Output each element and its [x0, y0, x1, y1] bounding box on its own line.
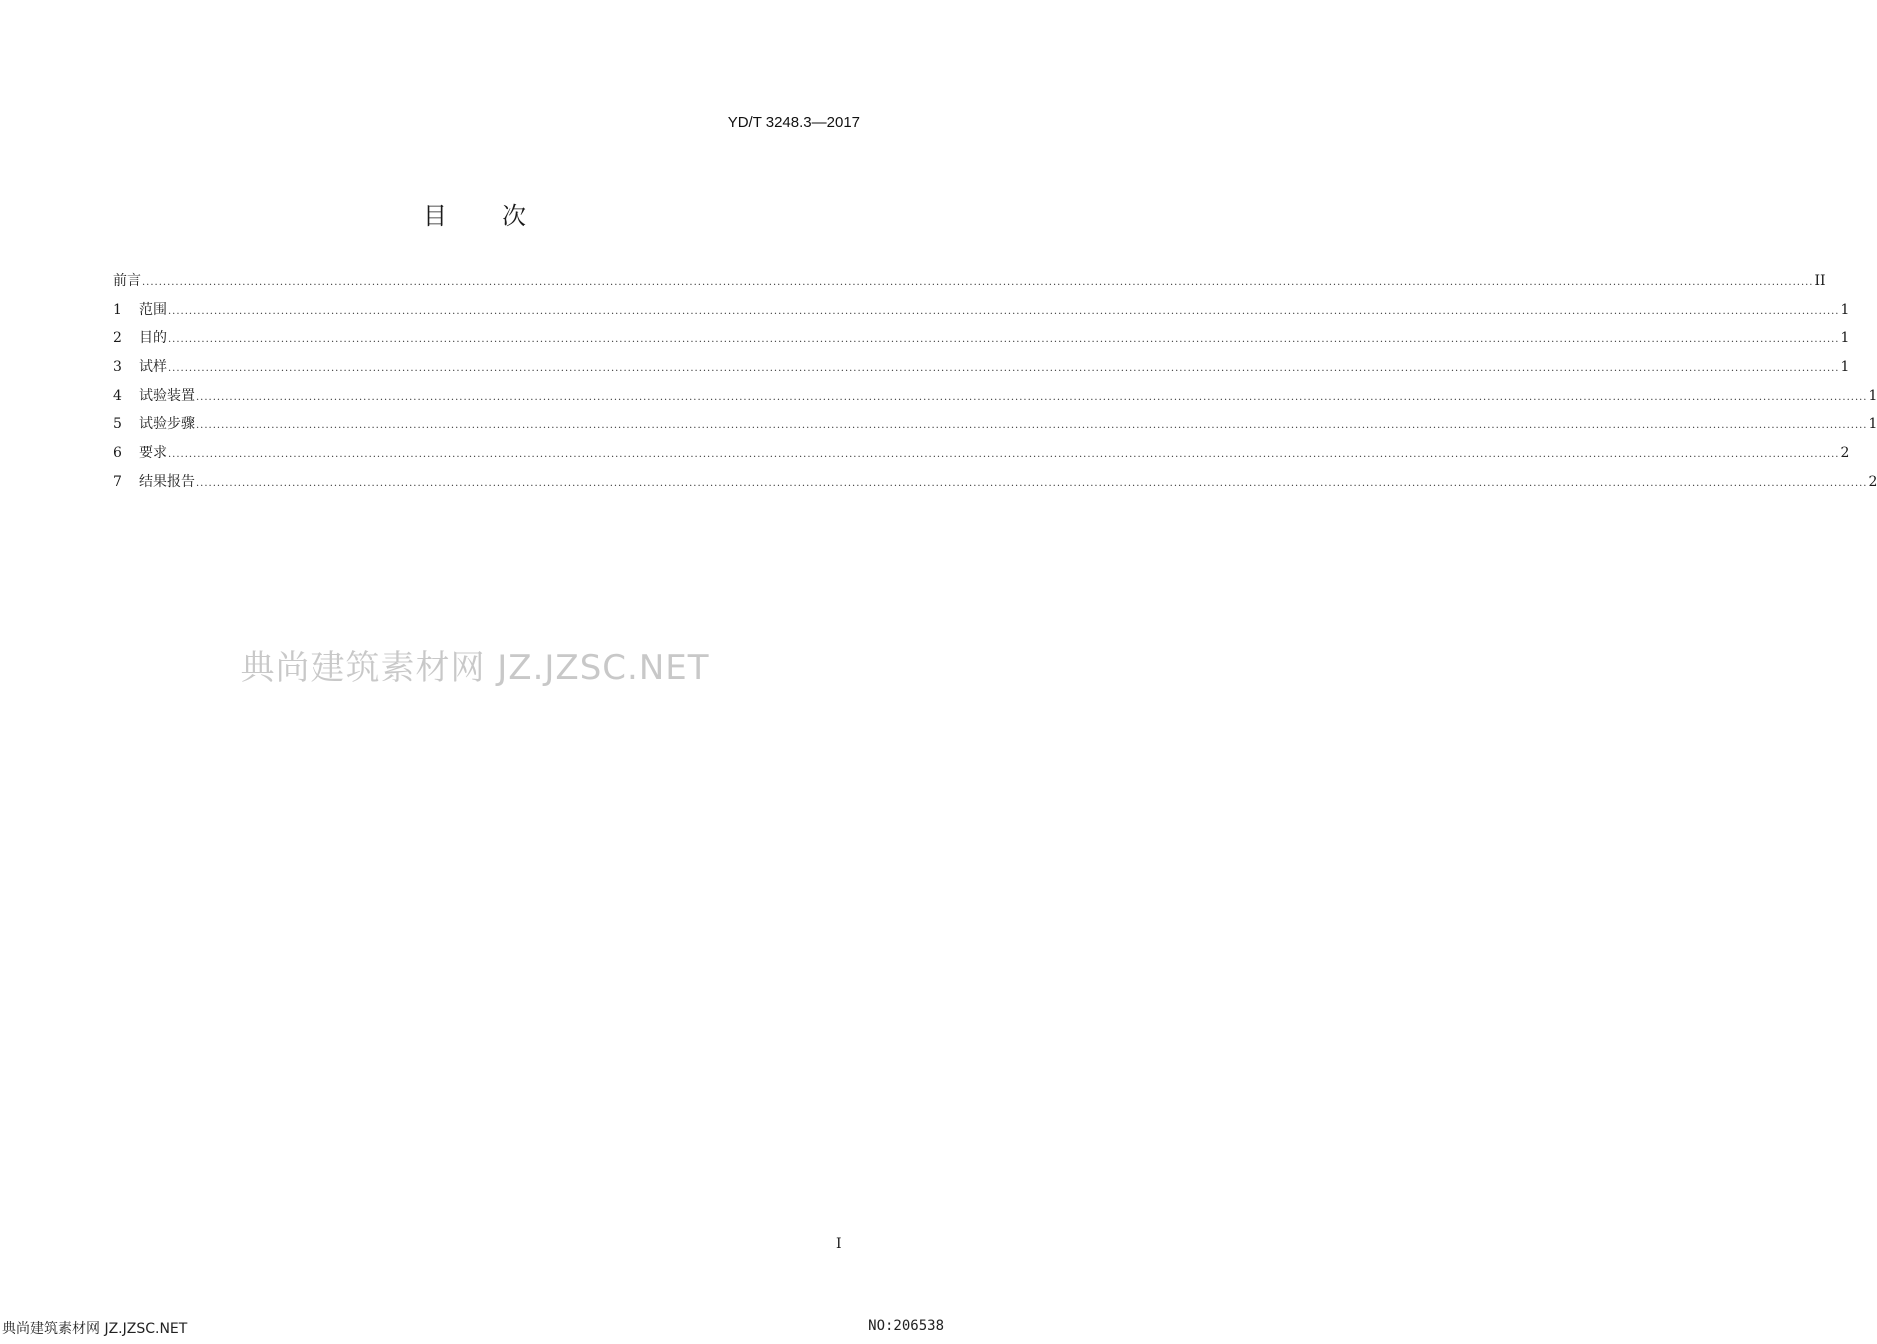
toc-entry-label: 试验装置 [139, 387, 195, 404]
toc-entry-6[interactable] [113, 442, 1850, 471]
toc-leader-dots: ................................................................................................................................................................................................................................................................................................................................................................................................................ [168, 363, 1840, 375]
toc-entry-7[interactable] [113, 471, 1877, 500]
toc-entry-page: 1 [1840, 301, 1850, 318]
toc-leader-dots: ................................................................................................................................................................................................................................................................................................................................................................................................................ [168, 449, 1840, 461]
toc-entry-number: 2 [113, 330, 122, 347]
toc-leader-dots: ................................................................................................................................................................................................................................................................................................................................................................................................................ [168, 305, 1840, 317]
toc-entry-foreword[interactable] [113, 270, 1826, 299]
toc-entry-number: 5 [113, 416, 122, 433]
toc-entry-label: 试样 [139, 359, 167, 376]
toc-entry-5[interactable] [113, 413, 1877, 442]
toc-entry-label: 前言 [113, 273, 141, 289]
toc-entry-page: 1 [1840, 330, 1850, 347]
toc-entry-number: 6 [113, 445, 122, 462]
toc-entry-page: 1 [1840, 359, 1850, 376]
toc-entry-label: 要求 [139, 445, 167, 462]
toc-entry-4[interactable] [113, 385, 1877, 414]
toc-leader-dots: ................................................................................................................................................................................................................................................................................................................................................................................................................ [142, 277, 1814, 288]
toc-leader-dots: ................................................................................................................................................................................................................................................................................................................................................................................................................ [196, 477, 1868, 489]
toc-entry-2[interactable] [113, 327, 1850, 356]
toc-title [0, 196, 950, 231]
toc-leader-dots: ................................................................................................................................................................................................................................................................................................................................................................................................................ [196, 391, 1868, 403]
toc-entry-1[interactable] [113, 299, 1850, 328]
toc-entry-page: 1 [1868, 416, 1877, 433]
toc-entry-page: 1 [1868, 387, 1877, 404]
toc-entry-label: 目的 [139, 330, 167, 347]
toc-entry-number: 7 [113, 473, 122, 490]
toc-leader-dots: ................................................................................................................................................................................................................................................................................................................................................................................................................ [196, 420, 1868, 432]
footer-site-name: 典尚建筑素材网 JZ.JZSC.NET [2, 1321, 188, 1337]
toc-entry-number: 3 [113, 359, 122, 376]
toc-entry-page: 2 [1840, 445, 1850, 462]
toc-entry-label: 范围 [139, 301, 167, 318]
standard-code: YD/T 3248.3—2017 [727, 114, 860, 131]
footer-document-number: NO:206538 [868, 1318, 944, 1334]
toc-leader-dots: ................................................................................................................................................................................................................................................................................................................................................................................................................ [168, 334, 1840, 346]
toc-entry-3[interactable] [113, 356, 1850, 385]
toc-entry-label: 试验步骤 [139, 416, 195, 433]
toc-title-char-2: 次 [502, 202, 527, 230]
table-of-contents [113, 270, 1877, 500]
watermark: 典尚建筑素材网 JZ.JZSC.NET [240, 648, 710, 688]
toc-entry-number: 1 [113, 301, 122, 318]
toc-title-char-1: 目 [423, 202, 448, 230]
toc-entry-page: II [1814, 273, 1826, 289]
page-number: I [836, 1236, 842, 1252]
toc-entry-number: 4 [113, 387, 122, 404]
toc-entry-label: 结果报告 [139, 473, 195, 490]
toc-entry-page: 2 [1868, 473, 1877, 490]
